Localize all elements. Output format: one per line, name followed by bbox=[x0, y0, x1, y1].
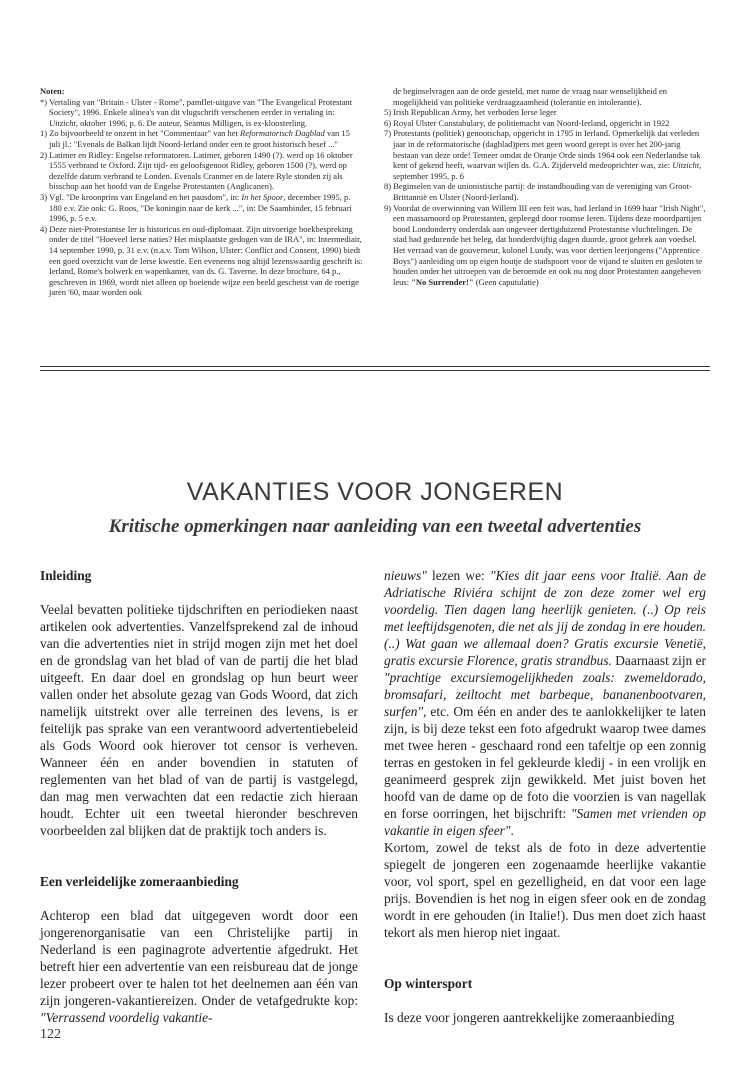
notes-left-column bbox=[40, 86, 363, 298]
note-item: 3) Vgl. "De kroonprins van Engeland en het pausdom", in: In het Spoor, december 1995, p. 180 e.v. Zie ook: G. Roos, "De koningin naar de kerk ...", in: De Saambinder, 15 februari 1996, p. 5 e.v. bbox=[40, 191, 352, 224]
note-item: *) Vertaling van "Britain - Ulster - Rome", pamflet-uitgave van "The Evangelical Protestant Society", 1996. Enkele alinea's van dit vlugschrift verschenen eerder in vertaling in: Uitzicht, oktober 1996, p. 6. De auteur, Seamus Milligen, is ex-kloosterling. bbox=[40, 96, 353, 128]
note-item: 9) Voordat de overwinning van Willem III een feit was, had Ierland in 1699 haar "Irish Night", een massamoord op Protestanten, gepleegd door roomse Ieren. Tijdens deze moordpartijen bood Londonderry onderdak aan ongeveer dertigduizend Protestantse vluchtelingen. De stad had gedurende het beleg, dat honderdvijftig dagen duurde, groot gebrek aan voedsel. Het verraad van de gouverneur, kolonel Lundy, was voor dertien leerjongens ("Apprentice Boys") aanleiding om op eigen houtje de stadspoort voor de vijand te sluiten en gesloten te houden onder het uitroepen van de beroemde en ook nu nog door Protestanten aangeheven leus: "No Surrender!" (Geen caputulatie) bbox=[384, 202, 706, 287]
paragraph: Achterop een blad dat uitgegeven wordt door een jongerenorganisatie van een Christelijke partij in Nederland is een paginagrote advertentie afgedrukt. Het betreft hier een advertentie van een reisbureau dat de jonge lezer probeert over te halen tot het deelnemen aan één van zijn jongeren-vakantiereizen. Onder de vetafgedrukte kop: "Verrassend voordelig vakantie- bbox=[40, 908, 358, 1025]
note-item: 4) Deze niet-Protestantse Ier is historicus en oud-diplomaat. Zijn uitvoerige boekbespreking onder de titel "Hoeveel Ierse naties? Het misplaatste gedogen van de IRA", in: Intermediair, 14 september 1990, p. 31 e.v. (n.a.v. Tom Wilson, Ulster: Conflict and Consent, 1990) biedt een goed overzicht van de Ierse kwestie. Een eveneens nog altijd lezenswaardig geschrift is: Ierland, Rome's bolwerk en wapenkamer, van ds. G. Taverne. In deze brochure, 64 p., geschreven in 1969, wordt niet alleen op boeiende wijze een beeld geschetst van de roerige jaren '60, maar worden ook bbox=[40, 223, 363, 298]
section-heading: Op wintersport bbox=[384, 976, 473, 991]
section-heading: Een verleidelijke zomeraanbieding bbox=[40, 874, 239, 889]
note-item: 8) Beginselen van de unionistische partij: de instandhouding van de vereniging van Groot-Brittannië en Ulster (Noord-Ierland). bbox=[384, 181, 692, 202]
note-item: 2) Latimer en Ridley: Engelse reformatoren. Latimer, geboren 1490 (?). werd op 16 oktober 1555 verbrand te Oxford. Zijn tijd- en geloofsgenoot Ridley, geboren 1500 (?), werd op dezelfde datum verbrand te Londen. Evenals Cranmer en de latere Ryle stonden zij als bisschop aan het hoofd van de Engelse Protestanten (Anglicanen). bbox=[40, 149, 353, 192]
divider-rule bbox=[40, 370, 710, 371]
article-title: VAKANTIES VOOR JONGEREN bbox=[186, 478, 564, 506]
paragraph: nieuws" lezen we: "Kies dit jaar eens voor Italië. Aan de Adriatische Riviéra schijnt de zon deze zomer wel erg voordelig. Tien dagen lang heerlijk genieten. (..) Op reis met leeftijdsgenoten, die net als jij de zondag in ere houden. (..) Wat gaan we allemaal doen? Gratis excursie Venetië, gratis excursie Florence, gratis strandbus. Daarnaast zijn er "prachtige excursiemogelijkheden zoals: zwemeldorado, bromsafari, zeiltocht met barbeque, bananenbootvaren, surfen", etc. Om één en ander des te aanlokkelijker te laten zijn, is bij deze tekst een foto afgedrukt waarop twee dames met twee heren - geschaard rond een tafeltje op een zonnig terras en gestoken in fel gekleurde kledij - in een vrolijk en geanimeerd gesprek zijn gewikkeld. Met juist boven het hoofd van de dame op de foto die voorzien is van nagellak en forse oorringen, het bijschrift: "Samen met vrienden op vakantie in eigen sfeer". bbox=[384, 568, 707, 838]
notes-heading: Noten: bbox=[40, 86, 65, 96]
paragraph: Kortom, zowel de tekst als de foto in deze advertentie spiegelt de jongeren een zogenaamde heerlijke vakantie voor, vol sport, spel en gezelligheid, en dat voor een lage prijs. Bovendien is het nog in eigen sfeer ook en de zondag wordt in ere gehouden (in Italie!). Dus men doet zich haast tekort als men hierop niet ingaat. bbox=[384, 840, 706, 940]
article-left-column bbox=[40, 567, 358, 1026]
note-item: 6) Royal Ulster Constabulary, de politiemacht van Noord-Ierland, opgericht in 1922 bbox=[384, 117, 670, 128]
paragraph: Veelal bevatten politieke tijdschriften en periodieken naast artikelen ook advertenties. Vanzelfsprekend zal de inhoud van die advertenties niet in strijd mogen zijn met het doel en de grondslag van het blad of van de partij die het blad uitgeeft. En daar doel en grondslag op hun beurt weer vallen onder het absolute gezag van Gods Woord, dat zich namelijk uitstrekt over alle terreinen des levens, is er feitelijk pas sprake van een verantwoord advertentiebeleid als Gods Woord ook hierover tot censor is verheven. Wanneer één en ander bovendien in statuten of reglementen van het blad of van de partij is vastgelegd, dan mag men verwachten dat een redactie zich hieraan houdt. Echter uit een tweetal hieronder beschreven voorbeelden zal blijken dat de praktijk toch anders is. bbox=[40, 602, 358, 838]
article-right-column bbox=[384, 567, 706, 1026]
notes-right-column bbox=[384, 86, 707, 287]
note-item: 1) Zo bijvoorbeeld te onzent in het "Commentaar" van het Reformatorisch Dagblad van 15 juli jl.: "Evenals de Balkan lijdt Noord-Ierland onder een te groot historisch besef ..." bbox=[40, 128, 350, 149]
paragraph: Is deze voor jongeren aantrekkelijke zomeraanbieding bbox=[384, 1010, 675, 1025]
divider-rule bbox=[40, 366, 710, 367]
note-item: 7) Protestants (politiek) genootschap, opgericht in 1795 in Ierland. Opmerkelijk dat verleden jaar in de reformatorische (dagblad)pers met geen woord gerept is over het 200-jarig bestaan van deze orde! Temeer omdat de Oranje Orde sinds 1964 ook een Nederlandse tak kent of gekend heeft, waarvan wijlen ds. G.A. Zijderveld medeoprichter was, zie: Uitzicht, september 1995, p. 6 bbox=[384, 128, 702, 181]
article-subtitle: Kritische opmerkingen naar aanleiding van een tweetal advertenties bbox=[108, 516, 642, 537]
note-item: de beginselvragen aan de orde gesteld, met name de vraag naar wenselijkheid en mogelijkheid van politieke verdraagzaamheid (tolerantie en intolerantie). bbox=[393, 86, 668, 107]
note-item: 5) Irish Republican Army, het verboden Ierse leger bbox=[384, 107, 557, 118]
section-heading: Inleiding bbox=[40, 568, 92, 583]
page-number: 122 bbox=[40, 1027, 61, 1042]
